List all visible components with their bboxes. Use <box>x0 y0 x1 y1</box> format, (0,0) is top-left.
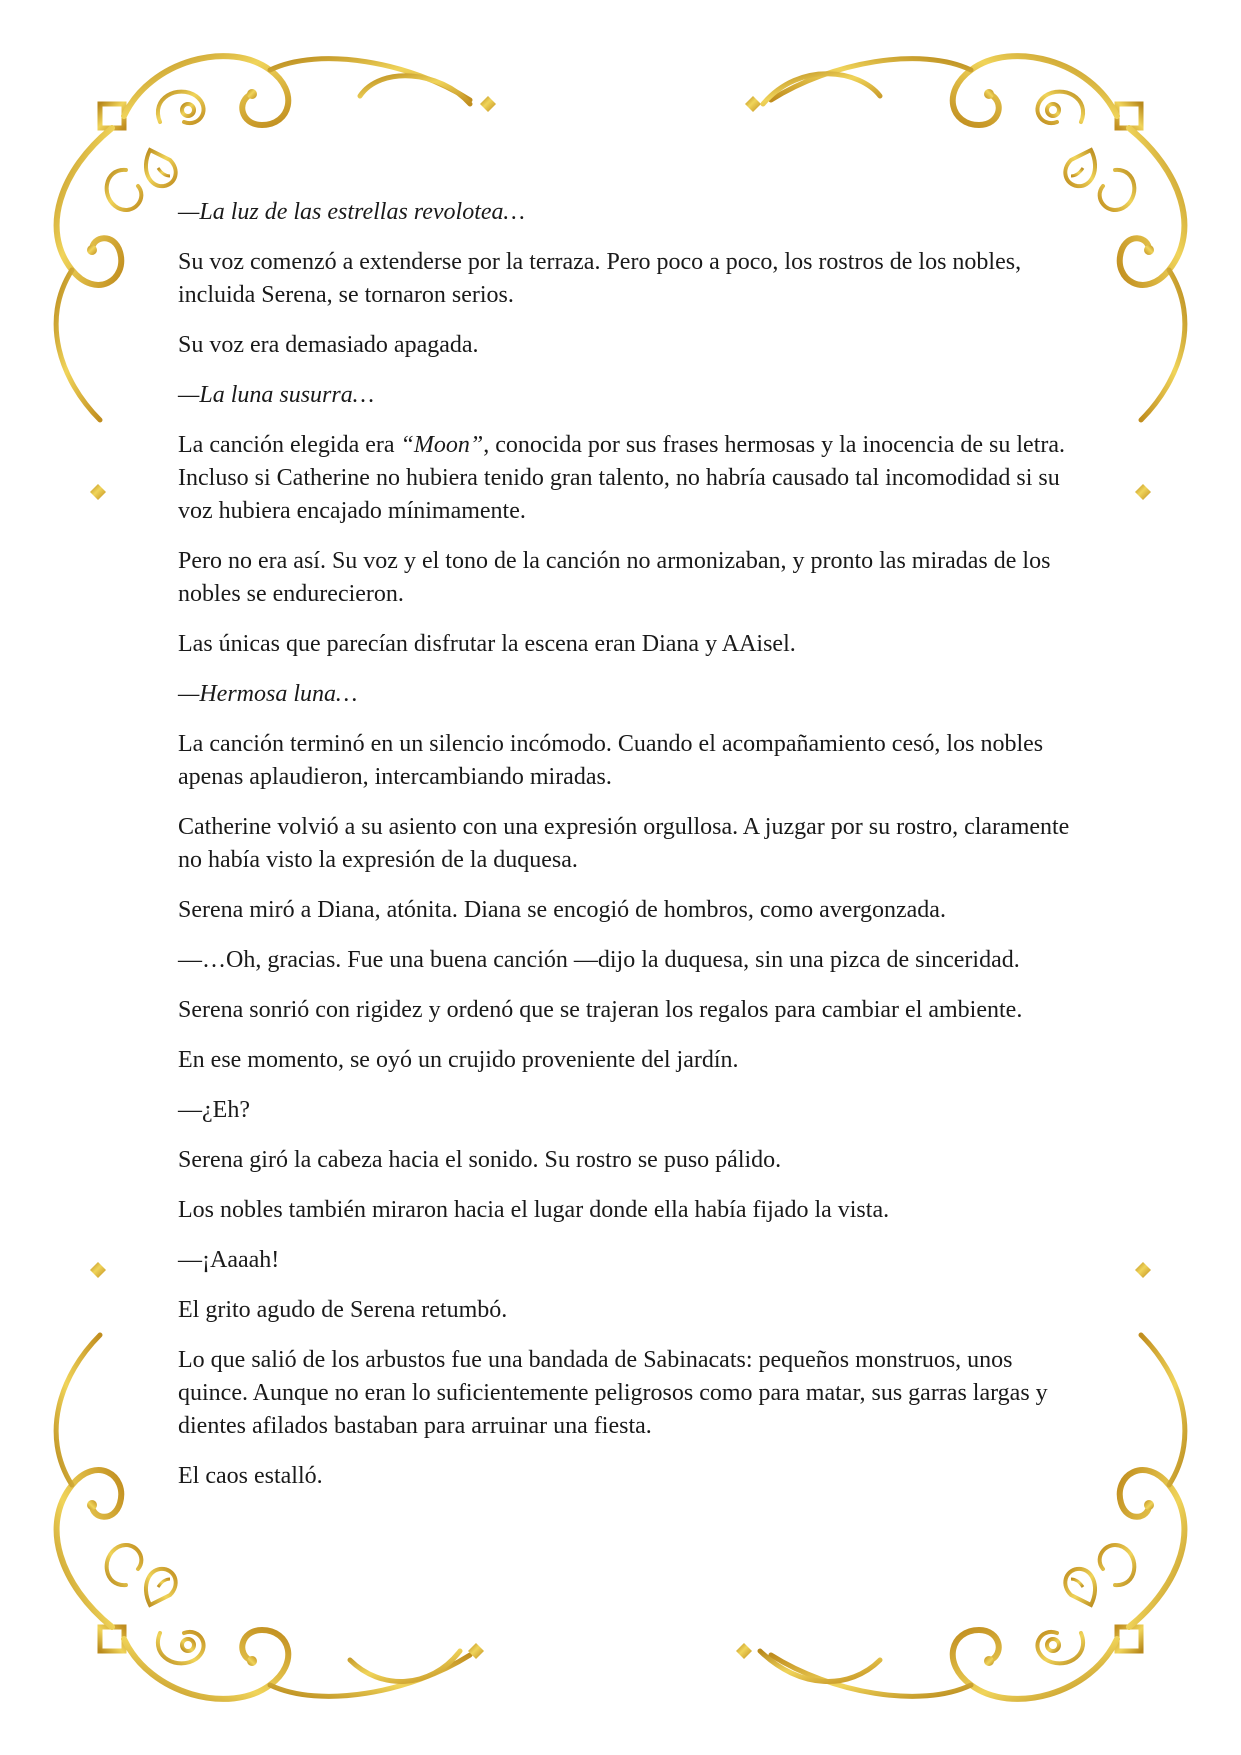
song-title: “Moon” <box>400 432 484 458</box>
paragraph: Pero no era así. Su voz y el tono de la canción no armonizaban, y pronto las miradas de los nobles se endurecieron. <box>178 548 1051 607</box>
paragraph: —¿Eh? <box>178 1097 250 1123</box>
paragraph: Las únicas que parecían disfrutar la escena eran Diana y AAisel. <box>178 631 796 657</box>
paragraph: Serena sonrió con rigidez y ordenó que se trajeran los regalos para cambiar el ambiente. <box>178 997 1023 1023</box>
paragraph: —La luz de las estrellas revolotea… <box>178 199 525 225</box>
bottom-border-ornament <box>350 1643 880 1681</box>
paragraph: Lo que salió de los arbustos fue una bandada de Sabinacats: pequeños monstruos, unos quince. Aunque no eran lo suficientemente peligrosos como para matar, sus garras largas y dientes afilados bastaban para arruinar una fiesta. <box>178 1347 1048 1439</box>
paragraph: La canción terminó en un silencio incómodo. Cuando el acompañamiento cesó, los nobles apenas aplaudieron, intercambiando miradas. <box>178 731 1044 790</box>
paragraph: La canción elegida era “Moon”, conocida por sus frases hermosas y la inocencia de su letra. Incluso si Catherine no hubiera tenido gran talento, no habría causado tal incomodidad si su voz hubiera encajado mínimamente. <box>178 432 1066 524</box>
paragraph: Catherine volvió a su asiento con una expresión orgullosa. A juzgar por su rostro, claramente no había visto la expresión de la duquesa. <box>178 814 1070 873</box>
left-border-ornament <box>90 484 106 1278</box>
top-border-ornament <box>360 74 880 112</box>
paragraph: Su voz comenzó a extenderse por la terraza. Pero poco a poco, los rostros de los nobles, incluida Serena, se tornaron serios. <box>178 249 1022 308</box>
document-body <box>178 196 1080 1510</box>
paragraph: Serena giró la cabeza hacia el sonido. Su rostro se puso pálido. <box>178 1147 782 1173</box>
paragraph: Su voz era demasiado apagada. <box>178 332 479 358</box>
paragraph: El grito agudo de Serena retumbó. <box>178 1297 508 1323</box>
paragraph: —La luna susurra… <box>178 382 375 408</box>
paragraph: En ese momento, se oyó un crujido proveniente del jardín. <box>178 1047 739 1073</box>
paragraph: —Hermosa luna… <box>178 681 358 707</box>
paragraph: El caos estalló. <box>178 1463 323 1489</box>
paragraph: —¡Aaaah! <box>178 1247 280 1273</box>
paragraph: Los nobles también miraron hacia el lugar donde ella había fijado la vista. <box>178 1197 890 1223</box>
paragraph: —…Oh, gracias. Fue una buena canción —dijo la duquesa, sin una pizca de sinceridad. <box>178 947 1020 973</box>
right-border-ornament <box>1135 484 1151 1278</box>
paragraph: Serena miró a Diana, atónita. Diana se encogió de hombros, como avergonzada. <box>178 897 946 923</box>
